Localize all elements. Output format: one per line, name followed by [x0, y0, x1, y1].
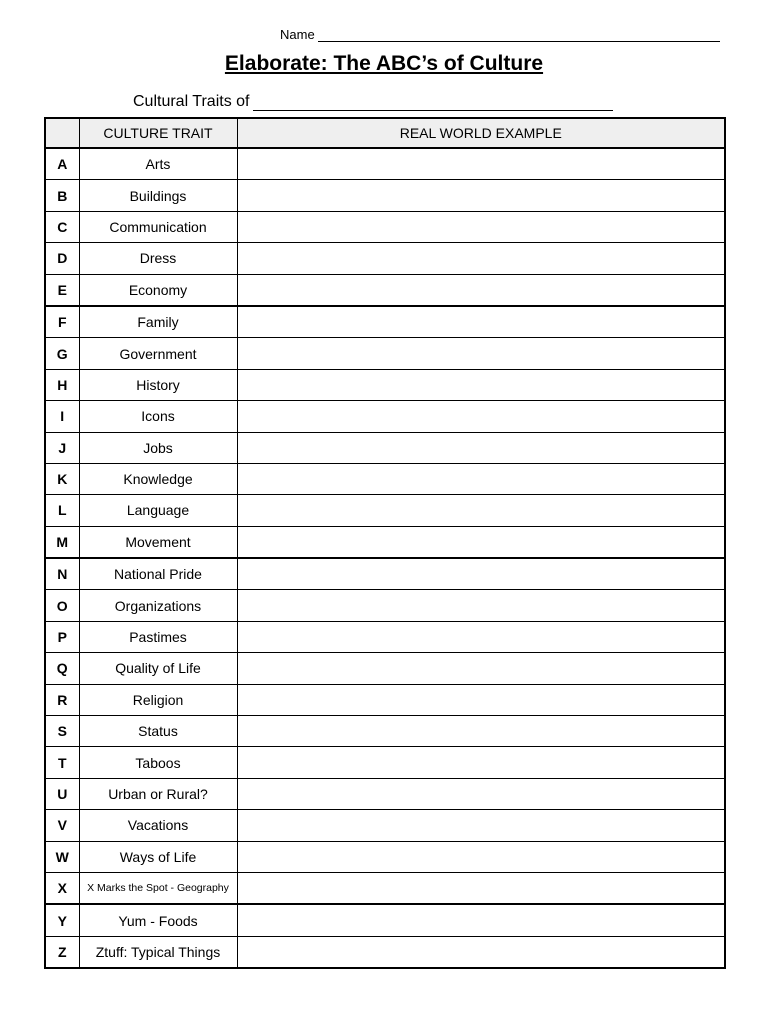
table-row: [45, 621, 725, 652]
table-row: [45, 653, 725, 684]
row-letter: N: [45, 558, 79, 590]
row-letter: J: [45, 432, 79, 463]
row-letter: E: [45, 274, 79, 306]
row-real-world-example-cell[interactable]: [237, 904, 725, 936]
row-real-world-example-cell[interactable]: [237, 243, 725, 274]
row-real-world-example-cell[interactable]: [237, 621, 725, 652]
table-row: [45, 463, 725, 494]
row-culture-trait: Icons: [79, 401, 237, 432]
row-culture-trait: Yum - Foods: [79, 904, 237, 936]
row-letter: W: [45, 841, 79, 872]
row-real-world-example-cell[interactable]: [237, 841, 725, 872]
row-letter: U: [45, 778, 79, 809]
row-culture-trait: Ztuff: Typical Things: [79, 936, 237, 968]
row-culture-trait: Dress: [79, 243, 237, 274]
row-culture-trait: Status: [79, 716, 237, 747]
row-real-world-example-cell[interactable]: [237, 180, 725, 211]
row-culture-trait: History: [79, 369, 237, 400]
row-letter: F: [45, 306, 79, 338]
row-culture-trait: Organizations: [79, 590, 237, 621]
column-header-culture-trait: CULTURE TRAIT: [79, 118, 237, 148]
row-culture-trait: National Pride: [79, 558, 237, 590]
row-letter: Q: [45, 653, 79, 684]
row-letter: R: [45, 684, 79, 715]
row-culture-trait: Ways of Life: [79, 841, 237, 872]
name-field-row: [280, 27, 720, 42]
table-row: [45, 495, 725, 526]
row-letter: O: [45, 590, 79, 621]
row-real-world-example-cell[interactable]: [237, 778, 725, 809]
row-real-world-example-cell[interactable]: [237, 495, 725, 526]
row-real-world-example-cell[interactable]: [237, 211, 725, 242]
row-letter: S: [45, 716, 79, 747]
row-letter: L: [45, 495, 79, 526]
row-real-world-example-cell[interactable]: [237, 936, 725, 968]
row-letter: X: [45, 872, 79, 904]
row-culture-trait: Jobs: [79, 432, 237, 463]
table-row: [45, 904, 725, 936]
culture-table: [44, 117, 726, 969]
row-real-world-example-cell[interactable]: [237, 306, 725, 338]
table-row: [45, 432, 725, 463]
row-real-world-example-cell[interactable]: [237, 432, 725, 463]
table-row: [45, 148, 725, 180]
table-row: [45, 841, 725, 872]
table-row: [45, 274, 725, 306]
row-letter: D: [45, 243, 79, 274]
row-letter: V: [45, 810, 79, 841]
row-culture-trait: Buildings: [79, 180, 237, 211]
name-label: Name: [280, 27, 315, 42]
row-real-world-example-cell[interactable]: [237, 526, 725, 558]
row-real-world-example-cell[interactable]: [237, 558, 725, 590]
row-culture-trait: Communication: [79, 211, 237, 242]
table-row: [45, 526, 725, 558]
table-row: [45, 936, 725, 968]
row-real-world-example-cell[interactable]: [237, 274, 725, 306]
row-culture-trait: X Marks the Spot - Geography: [79, 872, 237, 904]
row-letter: K: [45, 463, 79, 494]
row-letter: Z: [45, 936, 79, 968]
row-real-world-example-cell[interactable]: [237, 684, 725, 715]
row-real-world-example-cell[interactable]: [237, 590, 725, 621]
row-culture-trait: Urban or Rural?: [79, 778, 237, 809]
row-culture-trait: Taboos: [79, 747, 237, 778]
row-real-world-example-cell[interactable]: [237, 653, 725, 684]
row-letter: A: [45, 148, 79, 180]
table-row: [45, 684, 725, 715]
table-row: [45, 810, 725, 841]
table-row: [45, 180, 725, 211]
row-culture-trait: Knowledge: [79, 463, 237, 494]
row-real-world-example-cell[interactable]: [237, 338, 725, 369]
row-real-world-example-cell[interactable]: [237, 872, 725, 904]
table-row: [45, 243, 725, 274]
table-row: [45, 747, 725, 778]
row-culture-trait: Economy: [79, 274, 237, 306]
row-real-world-example-cell[interactable]: [237, 148, 725, 180]
row-real-world-example-cell[interactable]: [237, 401, 725, 432]
row-letter: M: [45, 526, 79, 558]
row-real-world-example-cell[interactable]: [237, 369, 725, 400]
row-letter: P: [45, 621, 79, 652]
row-letter: I: [45, 401, 79, 432]
row-culture-trait: Family: [79, 306, 237, 338]
row-culture-trait: Movement: [79, 526, 237, 558]
page-title: Elaborate: The ABC’s of Culture: [224, 52, 544, 75]
row-culture-trait: Religion: [79, 684, 237, 715]
column-header-letter: [45, 118, 79, 148]
table-header-row: [45, 118, 725, 148]
row-letter: Y: [45, 904, 79, 936]
row-culture-trait: Government: [79, 338, 237, 369]
row-letter: G: [45, 338, 79, 369]
row-culture-trait: Quality of Life: [79, 653, 237, 684]
cultural-traits-label: Cultural Traits of: [133, 93, 250, 110]
row-real-world-example-cell[interactable]: [237, 810, 725, 841]
table-row: [45, 338, 725, 369]
row-letter: C: [45, 211, 79, 242]
row-culture-trait: Pastimes: [79, 621, 237, 652]
table-row: [45, 401, 725, 432]
cultural-traits-blank-line[interactable]: [253, 96, 613, 111]
row-culture-trait: Vacations: [79, 810, 237, 841]
name-blank-line[interactable]: [318, 29, 720, 42]
row-letter: T: [45, 747, 79, 778]
row-culture-trait: Language: [79, 495, 237, 526]
row-letter: B: [45, 180, 79, 211]
table-row: [45, 558, 725, 590]
row-real-world-example-cell[interactable]: [237, 716, 725, 747]
table-row: [45, 306, 725, 338]
table-row: [45, 778, 725, 809]
table-row: [45, 369, 725, 400]
row-real-world-example-cell[interactable]: [237, 747, 725, 778]
column-header-real-world-example: REAL WORLD EXAMPLE: [237, 118, 725, 148]
table-row: [45, 590, 725, 621]
table-row: [45, 872, 725, 904]
cultural-traits-row: [133, 93, 613, 111]
row-letter: H: [45, 369, 79, 400]
table-row: [45, 716, 725, 747]
row-culture-trait: Arts: [79, 148, 237, 180]
table-body: [45, 148, 725, 968]
row-real-world-example-cell[interactable]: [237, 463, 725, 494]
table-row: [45, 211, 725, 242]
